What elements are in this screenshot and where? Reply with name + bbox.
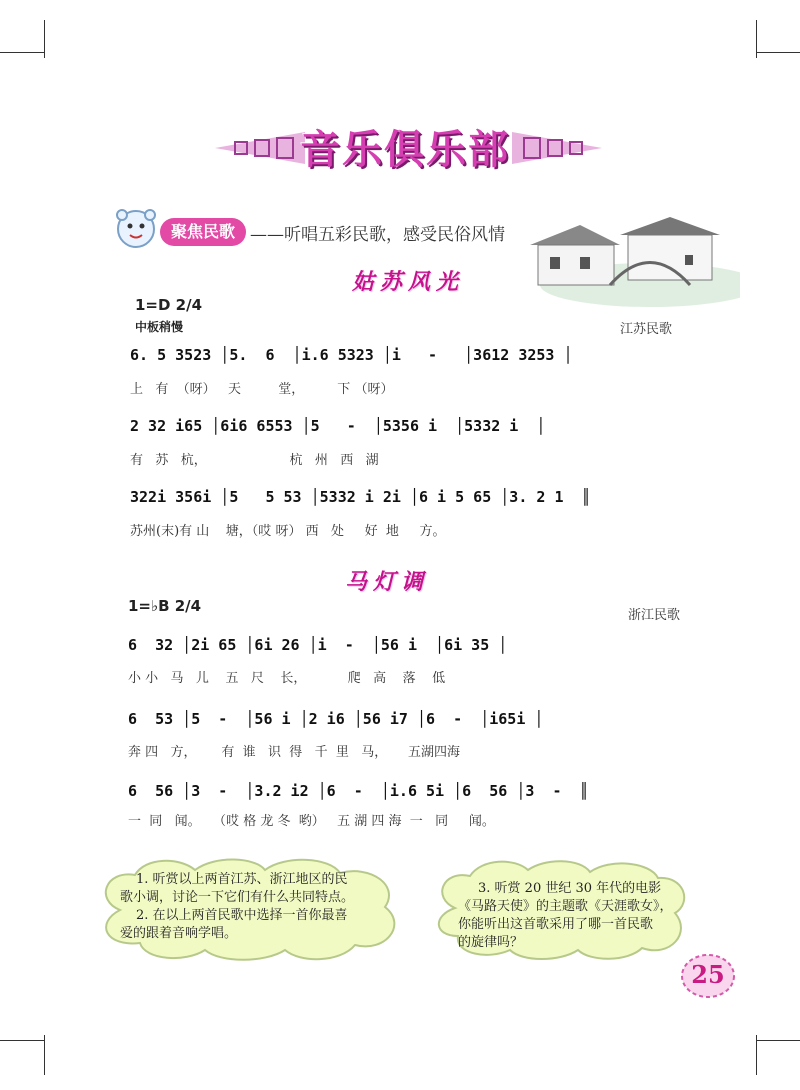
song2-origin: 浙江民歌 — [628, 608, 681, 623]
page-number: 25 — [691, 960, 725, 989]
song1-lyrics-line1: 上 有 （呀） 天 堂， 下 （呀） — [130, 382, 394, 397]
song1-title: 姑苏风光 — [352, 270, 465, 295]
song2-notes-line1: 6 32 │2i 65 │6i 26 │i - │56 i │6i 35 │ — [128, 636, 508, 654]
song1-lyrics-line2: 有 苏 杭， 杭 州 西 湖 — [130, 453, 379, 468]
song2-title: 马灯调 — [345, 570, 430, 595]
song2-lyrics-line2: 奔 四 方， 有 谁 识 得 千 里 马， 五湖四海 — [128, 745, 460, 760]
crop-mark — [0, 1040, 44, 1041]
song1-lyrics-line3: 苏州(末)有 山 塘，（哎 呀） 西 处 好 地 方。 — [130, 524, 446, 539]
song1-notes-line3: 322i 356i │5 5 53 │5332 i 2i │6 i 5 65 │3. 2 1 ║ — [130, 488, 591, 506]
focus-subtitle: ——听唱五彩民歌，感受民俗风情 — [250, 225, 505, 245]
crop-mark — [44, 1035, 45, 1075]
song1-notes-line1: 6. 5 3523 │5. 6 │i.6 5323 │i - │3612 3253 │ — [130, 346, 573, 364]
crop-mark — [756, 1040, 800, 1041]
banner-ornament-left — [215, 130, 305, 166]
song2-notes-line2: 6 53 │5 - │56 i │2 i6 │56 i7 │6 - │i65i │ — [128, 710, 544, 728]
note-right-line4: 的旋律吗？ — [458, 935, 524, 950]
song1-key: 1=D 2/4 — [135, 296, 203, 314]
song2-lyrics-line3: 一 同 闻。 （哎 格 龙 冬 哟） 五 湖 四 海 一 同 闻。 — [128, 814, 495, 829]
page-title: 音乐俱乐部 — [300, 127, 510, 173]
note-left-line4: 爱的跟着音响学唱。 — [120, 926, 238, 941]
note-left-line3: 2. 在以上两首民歌中选择一首你最喜 — [136, 908, 348, 923]
banner-ornament-right — [512, 130, 602, 166]
song1-notes-line2: 2 32 i65 │6i6 6553 │5 - │5356 i │5332 i │ — [130, 417, 546, 435]
song1-origin: 江苏民歌 — [620, 322, 673, 337]
note-right-line3: 你能听出这首歌采用了哪一首民歌 — [458, 917, 654, 932]
crop-mark — [756, 1035, 757, 1075]
focus-badge: 聚焦民歌 — [160, 218, 246, 246]
note-left-line1: 1. 听赏以上两首江苏、浙江地区的民 — [136, 872, 348, 887]
song1-tempo: 中板稍慢 — [135, 320, 184, 334]
note-right-line1: 3. 听赏 20 世纪 30 年代的电影 — [478, 881, 662, 896]
song2-key: 1=♭B 2/4 — [128, 597, 202, 615]
note-right-line2: 《马路天使》的主题歌《天涯歌女》， — [458, 899, 673, 914]
mascot-icon — [112, 205, 160, 253]
song2-notes-line3: 6 56 │3 - │3.2 i2 │6 - │i.6 5i │6 56 │3 - ║ — [128, 782, 589, 800]
note-left-line2: 歌小调，讨论一下它们有什么共同特点。 — [120, 890, 355, 905]
crop-mark — [44, 20, 45, 58]
crop-mark — [0, 52, 44, 53]
song2-lyrics-line1: 小 小 马 儿 五 尺 长， 爬 高 落 低 — [128, 671, 446, 686]
crop-mark — [756, 52, 800, 53]
town-illustration — [510, 205, 740, 310]
